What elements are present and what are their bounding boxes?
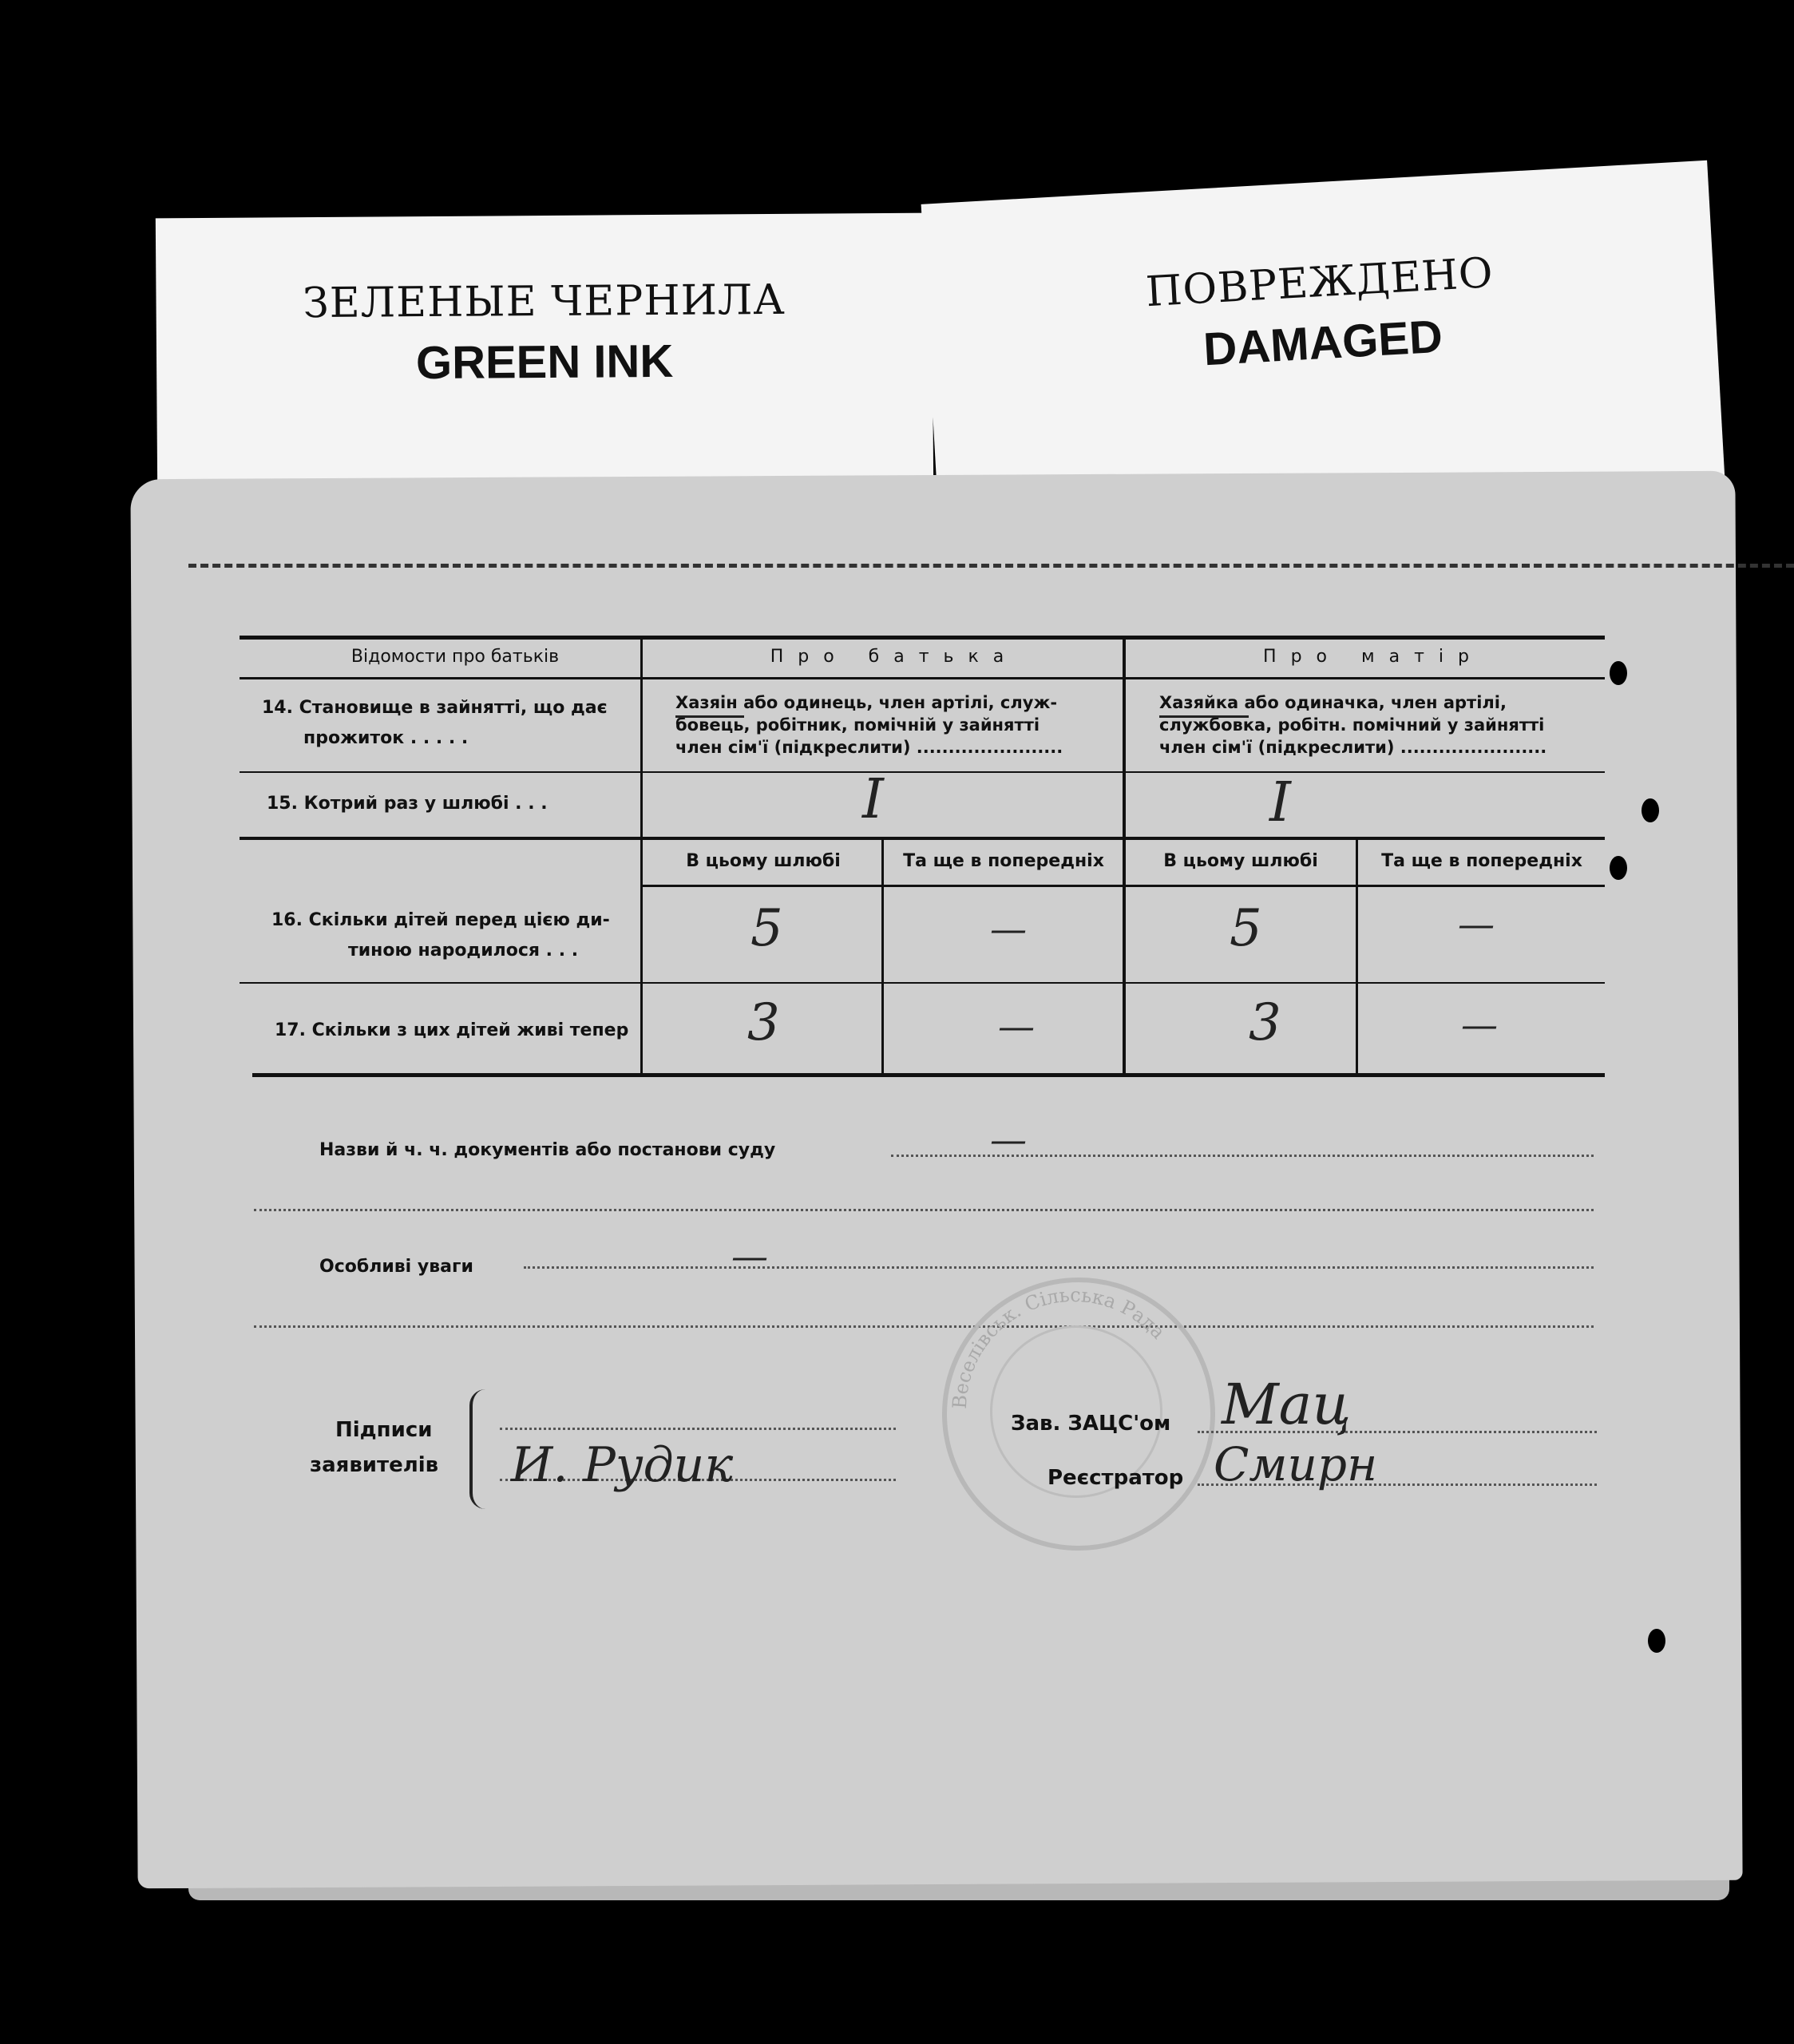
row16-mother-prev: —: [1458, 902, 1495, 945]
head-label: Зав. ЗАЦС'ом: [1011, 1412, 1171, 1436]
row16-father-this: 5: [750, 899, 783, 958]
official-stamp-text-ring: [942, 1278, 1206, 1541]
subheader-father-previous: Та ще в попередніх: [903, 851, 1104, 871]
notes-value: —: [731, 1234, 768, 1278]
row16-label: 16. Скільки дітей перед цією ди-: [271, 910, 610, 930]
header-mother: Про матір: [1263, 647, 1483, 667]
registrar-signature: Смирн: [1214, 1437, 1378, 1491]
perforation-line: [188, 564, 1794, 568]
subheader-mother-this-marriage: В цьому шлюбі: [1163, 851, 1318, 871]
damage-hole: [1642, 798, 1659, 822]
applicant-signature: И. Рудик: [511, 1437, 734, 1493]
documents-line-2: [254, 1209, 1594, 1211]
parents-info-table: [240, 636, 1637, 1079]
row17-father-this: 3: [747, 993, 780, 1052]
row14-label-cont: прожиток . . . . .: [303, 728, 469, 748]
father-underline-mark: [675, 715, 744, 718]
row17-father-prev: —: [998, 1004, 1035, 1048]
stamp-text: Веселівськ. Сільська Рада: [948, 1283, 1170, 1410]
head-signature: Мац: [1222, 1372, 1352, 1437]
subheader-mother-previous: Та ще в попередніх: [1381, 851, 1582, 871]
row16-mother-this: 5: [1230, 899, 1262, 958]
applicant-sign-line-1: [500, 1428, 896, 1430]
damaged-tab: [921, 160, 1725, 523]
applicants-label-2: заявителів: [310, 1453, 439, 1477]
damage-hole: [1648, 1629, 1665, 1653]
row15-father-value: I: [862, 768, 884, 831]
row16-father-prev: —: [990, 907, 1027, 950]
registrar-label: Реєстратор: [1047, 1466, 1184, 1490]
notes-line-2: [254, 1325, 1594, 1328]
row17-label: 17. Скільки з цих дітей живі тепер: [275, 1020, 629, 1040]
row15-label: 15. Котрий раз у шлюбі . . .: [267, 794, 548, 814]
row15-mother-value: I: [1269, 771, 1291, 834]
green-ink-label-en: GREEN INK: [415, 335, 674, 390]
mother-underline-mark: [1159, 715, 1249, 718]
header-father: Про батька: [770, 647, 1019, 667]
damaged-label-en: DAMAGED: [1202, 310, 1444, 376]
green-ink-tab: [156, 213, 933, 494]
notes-label: Особливі уваги: [319, 1257, 473, 1277]
header-parents-info: Відомости про батьків: [350, 647, 560, 667]
row16-label-cont: тиною народилося . . .: [348, 941, 579, 961]
applicants-label-1: Підписи: [335, 1418, 433, 1442]
row14-label: 14. Становище в зайнятті, що дає: [262, 698, 608, 718]
notes-line: [524, 1266, 1594, 1269]
green-ink-label-ru: ЗЕЛЕНЫЕ ЧЕРНИЛА: [303, 275, 786, 328]
documents-value: —: [990, 1118, 1027, 1161]
row17-mother-prev: —: [1461, 1003, 1498, 1046]
row17-mother-this: 3: [1249, 993, 1281, 1052]
row14-father-options: Хазяін або одинець, член артілі, служ- бовець, робітник, помічній у зайнятті член сім'ї (підкреслити) .......................: [675, 693, 1063, 757]
svg-text:Веселівськ. Сільська Рада: [948, 1284, 1170, 1410]
damaged-label-ru: ПОВРЕЖДЕНО: [1144, 248, 1495, 317]
applicants-brace: [469, 1389, 497, 1509]
row14-mother-options: Хазяйка або одиначка, член артілі, службовка, робітн. помічний у зайнятті член сім'ї (підкреслити) .......................: [1159, 693, 1547, 757]
documents-label: Назви й ч. ч. документів або постанови суду: [319, 1140, 776, 1160]
subheader-father-this-marriage: В цьому шлюбі: [686, 851, 841, 871]
